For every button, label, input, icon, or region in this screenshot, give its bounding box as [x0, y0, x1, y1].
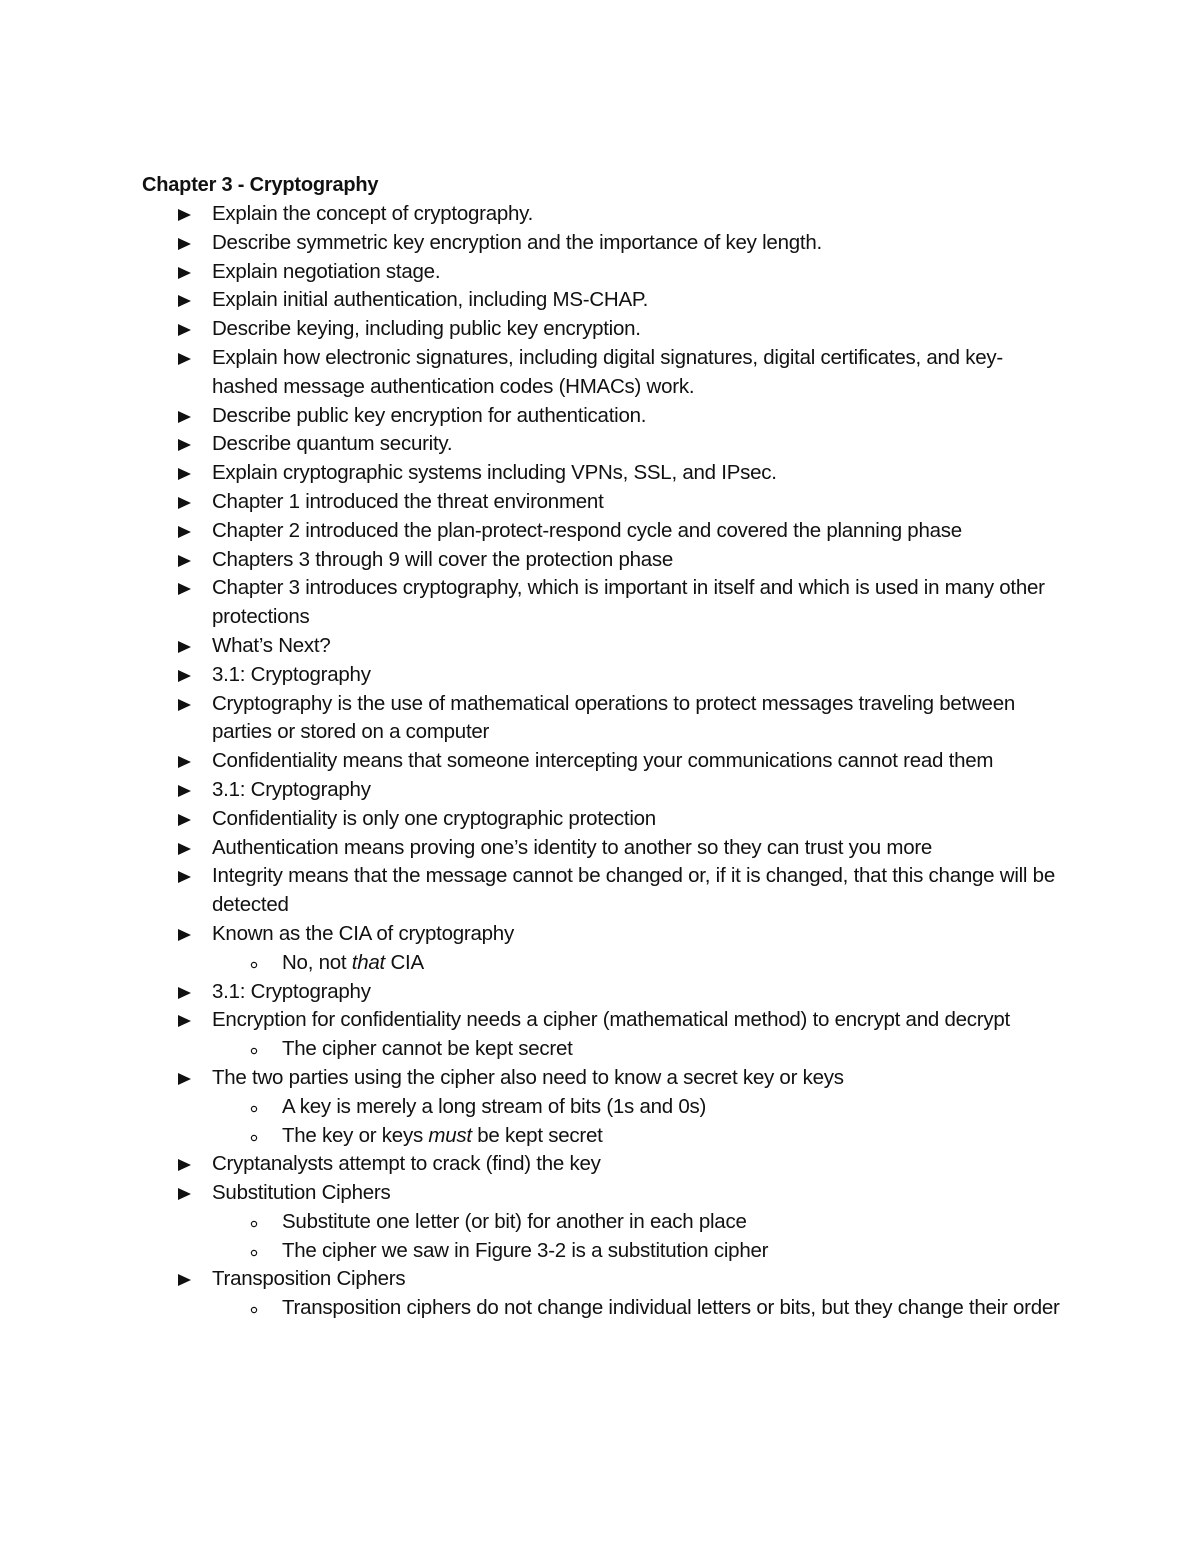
list-item-text — [212, 461, 777, 484]
item-text: The cipher cannot be kept secret — [282, 1037, 573, 1061]
list-item-text — [212, 1008, 1010, 1031]
document-title: Chapter 3 - Cryptography — [142, 174, 379, 196]
triangle-bullet-icon — [178, 690, 194, 719]
triangle-bullet-icon — [178, 805, 194, 834]
triangle-bullet-icon — [178, 1265, 194, 1294]
list-item — [142, 632, 1062, 661]
triangle-bullet-icon — [178, 488, 194, 517]
list-item — [142, 344, 1062, 402]
circle-bullet-icon — [250, 1035, 262, 1064]
list-item — [142, 776, 1062, 805]
circle-bullet-icon — [250, 1093, 262, 1122]
triangle-bullet-icon — [178, 747, 194, 776]
list-item-text — [212, 317, 641, 340]
sub-list-item — [142, 1035, 1062, 1064]
list-item-text — [212, 1181, 390, 1204]
list-item-text — [212, 980, 371, 1003]
list-item-text — [212, 864, 1055, 916]
list-item-text — [282, 1210, 747, 1233]
triangle-bullet-icon — [178, 834, 194, 863]
list-item-text — [282, 951, 424, 974]
list-item-text — [282, 1296, 1060, 1319]
item-text: Describe keying, including public key encryption. — [212, 317, 641, 341]
list-item-text — [212, 260, 440, 283]
list-item — [142, 862, 1062, 920]
item-text: Explain cryptographic systems including VPNs, SSL, and IPsec. — [212, 461, 777, 485]
bullet-list — [142, 200, 1062, 1323]
list-item — [142, 920, 1062, 949]
triangle-bullet-icon — [178, 402, 194, 431]
list-item — [142, 747, 1062, 776]
list-item — [142, 229, 1062, 258]
item-text: Chapter 2 introduced the plan-protect-respond cycle and covered the planning phase — [212, 518, 962, 542]
list-item — [142, 517, 1062, 546]
item-text: Substitution Ciphers — [212, 1181, 391, 1205]
list-item — [142, 200, 1062, 229]
triangle-bullet-icon — [178, 200, 194, 229]
item-emphasis: that — [351, 950, 385, 974]
triangle-bullet-icon — [178, 229, 194, 258]
triangle-bullet-icon — [178, 1150, 194, 1179]
sub-list-item — [142, 1122, 1062, 1151]
list-item — [142, 315, 1062, 344]
list-item — [142, 488, 1062, 517]
list-item — [142, 1150, 1062, 1179]
triangle-bullet-icon — [178, 1064, 194, 1093]
triangle-bullet-icon — [178, 862, 194, 891]
item-emphasis: must — [428, 1123, 472, 1147]
list-item-text — [212, 490, 604, 513]
list-item — [142, 258, 1062, 287]
triangle-bullet-icon — [178, 517, 194, 546]
list-item-text — [212, 1267, 405, 1290]
item-text: Explain how electronic signatures, including digital signatures, digital certificates, and key-hashed message authentication codes (HMACs) work. — [212, 345, 1003, 398]
circle-bullet-icon — [250, 1208, 262, 1237]
circle-bullet-icon — [250, 1237, 262, 1266]
list-item-text — [212, 778, 371, 801]
sub-list-item — [142, 1208, 1062, 1237]
item-text: The two parties using the cipher also need to know a secret key or keys — [212, 1065, 844, 1089]
item-text: Describe public key encryption for authentication. — [212, 403, 647, 427]
sub-list-item — [142, 1294, 1062, 1323]
triangle-bullet-icon — [178, 315, 194, 344]
item-text: Cryptanalysts attempt to crack (find) the key — [212, 1152, 601, 1176]
triangle-bullet-icon — [178, 258, 194, 287]
item-text: 3.1: Cryptography — [212, 777, 371, 801]
list-item-text — [212, 749, 993, 772]
list-item-text — [282, 1239, 768, 1262]
list-item — [142, 661, 1062, 690]
item-text-after: CIA — [385, 950, 424, 974]
item-text: 3.1: Cryptography — [212, 662, 371, 686]
sub-list-item — [142, 1093, 1062, 1122]
item-text: Confidentiality means that someone intercepting your communications cannot read them — [212, 749, 994, 773]
item-text: Transposition Ciphers — [212, 1267, 406, 1291]
sub-list-item — [142, 949, 1062, 978]
item-text: Known as the CIA of cryptography — [212, 921, 514, 945]
item-text: Transposition ciphers do not change individual letters or bits, but they change their order — [282, 1296, 1060, 1320]
list-item-text — [212, 576, 1045, 628]
triangle-bullet-icon — [178, 632, 194, 661]
list-item-text — [212, 1152, 601, 1175]
triangle-bullet-icon — [178, 286, 194, 315]
item-text: Chapter 1 introduced the threat environment — [212, 489, 604, 513]
list-item — [142, 430, 1062, 459]
triangle-bullet-icon — [178, 1179, 194, 1208]
list-item — [142, 1179, 1062, 1208]
list-item-text — [212, 288, 648, 311]
triangle-bullet-icon — [178, 459, 194, 488]
list-item — [142, 834, 1062, 863]
circle-bullet-icon — [250, 1122, 262, 1151]
item-text: No, not — [282, 950, 352, 974]
list-item-text — [212, 346, 1003, 398]
triangle-bullet-icon — [178, 574, 194, 603]
list-item-text — [212, 922, 514, 945]
item-text: Explain the concept of cryptography. — [212, 202, 534, 225]
list-item-text — [212, 548, 673, 571]
list-item-text — [212, 663, 371, 686]
list-item — [142, 805, 1062, 834]
list-item-text — [212, 692, 1015, 744]
item-text: What’s Next? — [212, 633, 331, 657]
list-item-text — [212, 634, 331, 657]
triangle-bullet-icon — [178, 430, 194, 459]
list-item-text — [212, 836, 932, 859]
item-text: A key is merely a long stream of bits (1s and 0s) — [282, 1094, 707, 1118]
list-item — [142, 574, 1062, 632]
item-text: Authentication means proving one’s identity to another so they can trust you more — [212, 835, 933, 859]
list-item — [142, 1006, 1062, 1035]
item-text: Describe symmetric key encryption and the importance of key length. — [212, 230, 822, 254]
circle-bullet-icon — [250, 1294, 262, 1323]
item-text: Chapter 3 introduces cryptography, which is important in itself and which is used in many other protections — [212, 576, 1045, 629]
triangle-bullet-icon — [178, 661, 194, 690]
triangle-bullet-icon — [178, 546, 194, 575]
triangle-bullet-icon — [178, 776, 194, 805]
triangle-bullet-icon — [178, 920, 194, 949]
list-item — [142, 690, 1062, 748]
list-item-text — [212, 432, 452, 455]
triangle-bullet-icon — [178, 1006, 194, 1035]
list-item-text — [212, 519, 962, 542]
list-item — [142, 1265, 1062, 1294]
list-item-text — [212, 1066, 844, 1089]
sub-list-item — [142, 1237, 1062, 1266]
item-text-after: be kept secret — [471, 1123, 603, 1147]
list-item-text — [282, 1037, 573, 1060]
list-item — [142, 459, 1062, 488]
item-text: Cryptography is the use of mathematical operations to protect messages traveling between parties or stored on a computer — [212, 691, 1015, 744]
list-item — [142, 402, 1062, 431]
list-item-text — [282, 1124, 603, 1147]
item-text: Chapters 3 through 9 will cover the protection phase — [212, 547, 674, 571]
list-item-text — [212, 404, 646, 427]
triangle-bullet-icon — [178, 344, 194, 373]
item-text: Encryption for confidentiality needs a cipher (mathematical method) to encrypt and decrypt — [212, 1008, 1010, 1032]
list-item — [142, 978, 1062, 1007]
item-text: Confidentiality is only one cryptographic protection — [212, 806, 656, 830]
list-item-text — [282, 1095, 706, 1118]
list-item-text — [212, 231, 822, 254]
item-text: Describe quantum security. — [212, 432, 453, 456]
item-text: Substitute one letter (or bit) for another in each place — [282, 1209, 747, 1233]
item-text: The key or keys — [282, 1123, 429, 1147]
list-item-text — [212, 202, 533, 225]
item-text: Integrity means that the message cannot be changed or, if it is changed, that this change will be detected — [212, 864, 1055, 917]
list-item-text — [212, 807, 656, 830]
item-text: 3.1: Cryptography — [212, 979, 371, 1003]
item-text: Explain initial authentication, including MS-CHAP. — [212, 288, 649, 312]
circle-bullet-icon — [250, 949, 262, 978]
item-text: The cipher we saw in Figure 3-2 is a substitution cipher — [282, 1238, 769, 1262]
item-text: Explain negotiation stage. — [212, 259, 441, 283]
document-body — [142, 171, 1062, 1323]
triangle-bullet-icon — [178, 978, 194, 1007]
list-item — [142, 286, 1062, 315]
list-item — [142, 1064, 1062, 1093]
list-item — [142, 546, 1062, 575]
